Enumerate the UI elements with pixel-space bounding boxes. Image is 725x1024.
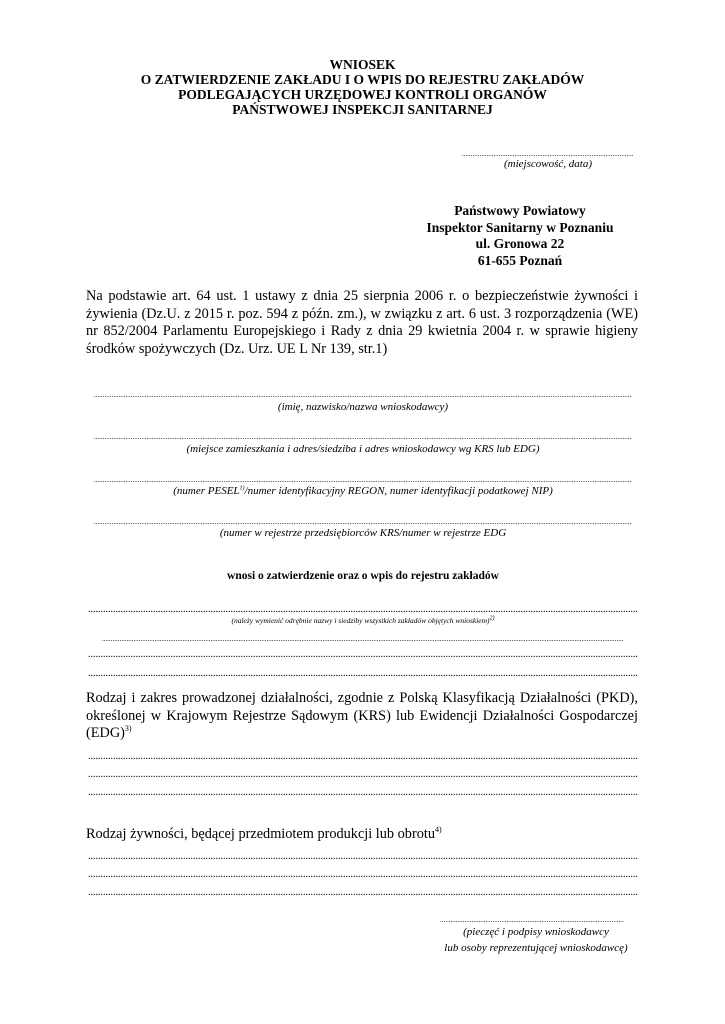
signature-field[interactable]: [440, 916, 624, 924]
applicant-address-caption: (miejsce zamieszkania i adres/siedziba i adres wnioskodawcy wg KRS lub EDG): [186, 443, 540, 455]
place-date-caption: (miejscowość, data): [504, 158, 592, 170]
title-line-3: PODLEGAJĄCYCH URZĘDOWEJ KONTROLI ORGANÓW: [178, 87, 547, 102]
food-field-2[interactable]: [88, 870, 638, 880]
signature-caption-line-2: lub osoby reprezentującej wnioskodawcę): [444, 942, 628, 954]
request-heading: wnosi o zatwierdzenie oraz o wpis do rejestru zakładów: [227, 570, 499, 582]
food-field-3[interactable]: [88, 888, 638, 898]
applicant-pesel-field[interactable]: [94, 476, 632, 484]
activity-field-1[interactable]: [88, 752, 638, 762]
place-date-field[interactable]: [462, 150, 634, 158]
establishments-caption-text: (należy wymienić odrębnie nazwy i siedziby wszystkich zakładów objętych wnioskiem): [231, 616, 490, 625]
title-line-2: O ZATWIERDZENIE ZAKŁADU I O WPIS DO REJESTRU ZAKŁADÓW: [140, 72, 585, 87]
legal-basis-paragraph: Na podstawie art. 64 ust. 1 ustawy z dnia 25 sierpnia 2006 r. o bezpieczeństwie żywności i żywienia (Dz.U. z 2015 r. poz. 594 z późn. zm.), w związku z art. 6 ust. 3 rozporządzenia (WE) nr 852/2004 Parlamentu Europejskiego i Rady z dnia 29 kwietnia 2004 r. w sprawie higieny środków spożywczych (Dz. Urz. UE L Nr 139, str.1): [86, 288, 638, 357]
applicant-pesel-caption: [94, 485, 632, 497]
title-line-1: WNIOSEK: [329, 57, 396, 72]
title-line-4: PAŃSTWOWEJ INSPEKCJI SANITARNEJ: [232, 102, 493, 117]
establishments-field-1[interactable]: [88, 605, 638, 615]
addressee-line-1: Państwowy Powiatowy: [454, 203, 586, 218]
footnote-ref-1: 1): [239, 485, 245, 492]
signature-caption-line-1: (pieczęć i podpisy wnioskodawcy: [463, 926, 609, 938]
food-heading: [86, 826, 638, 844]
establishments-caption: [88, 616, 638, 625]
activity-heading-text: Rodzaj i zakres prowadzonej działalności, zgodnie z Polską Klasyfikacją Działalności (PKD), określonej w Krajowym Rejestrze Sądowym (KRS) lub Ewidencji Działalności Gospodarczej (EDG): [86, 690, 638, 742]
addressee-line-3: ul. Gronowa 22: [475, 236, 565, 251]
activity-field-3[interactable]: [88, 788, 638, 798]
activity-heading: [86, 690, 638, 743]
food-heading-text: Rodzaj żywności, będącej przedmiotem produkcji lub obrotu: [86, 826, 435, 842]
signature-caption: [418, 924, 654, 956]
activity-field-2[interactable]: [88, 770, 638, 780]
establishments-field-3[interactable]: [88, 650, 638, 660]
food-field-1[interactable]: [88, 852, 638, 862]
applicant-name-caption: (imię, nazwisko/nazwa wnioskodawcy): [277, 401, 449, 413]
establishments-field-4[interactable]: [88, 669, 638, 679]
applicant-name-field[interactable]: [94, 391, 632, 399]
applicant-krs-field[interactable]: [94, 518, 632, 526]
form-title: [0, 57, 725, 117]
applicant-krs-caption: (numer w rejestrze przedsiębiorców KRS/numer w rejestrze EDG: [219, 527, 507, 539]
footnote-ref-3: 3): [124, 724, 132, 734]
pesel-caption-end: /numer identyfikacyjny REGON, numer identyfikacji podatkowej NIP): [244, 485, 553, 497]
footnote-ref-4: 4): [434, 825, 442, 835]
footnote-ref-2: 2): [489, 615, 495, 622]
applicant-address-field[interactable]: [94, 433, 632, 441]
establishments-field-2[interactable]: [102, 635, 624, 643]
pesel-caption-start: (numer PESEL: [173, 485, 240, 497]
addressee-line-2: Inspektor Sanitarny w Poznaniu: [426, 219, 614, 235]
addressee-line-4: 61-655 Poznań: [477, 252, 563, 268]
addressee-block: [405, 203, 635, 269]
